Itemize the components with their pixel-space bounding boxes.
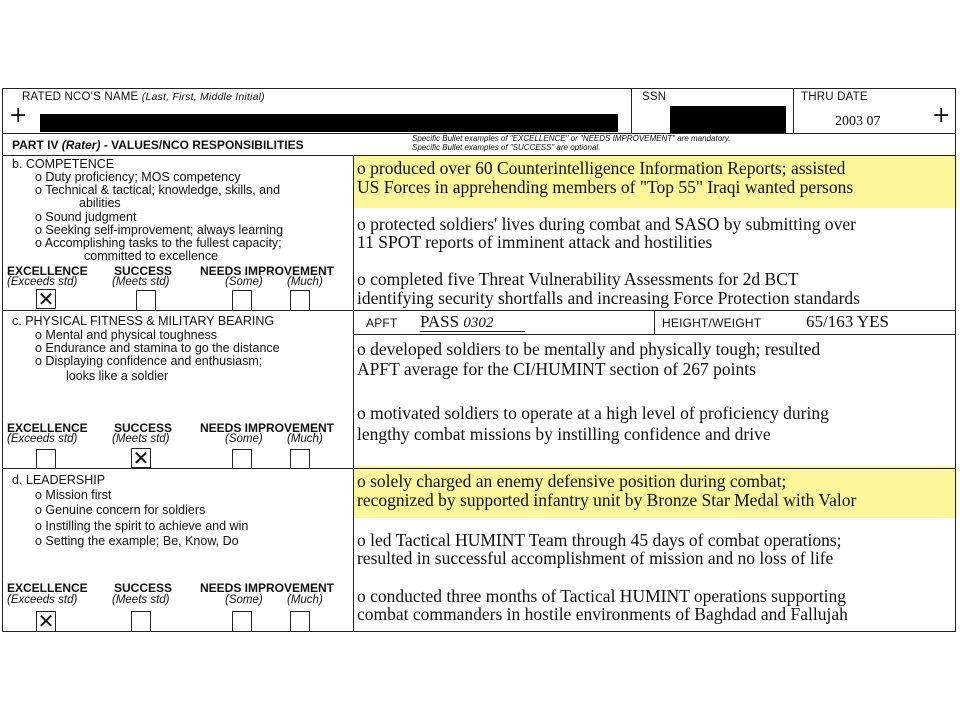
- redacted-ssn-field: [670, 106, 786, 133]
- thru-date-value: 2003 07: [835, 114, 881, 129]
- leadership-much-sub: (Much): [287, 594, 323, 606]
- competence-bullet-line: 11 SPOT reports of imminent attack and hostilities: [357, 232, 713, 252]
- thru-date-label: THRU DATE: [801, 91, 868, 103]
- divider-name-ssn: [631, 88, 632, 133]
- leadership-title: d. LEADERSHIP: [12, 473, 106, 487]
- competence-success-checkbox[interactable]: [136, 290, 156, 310]
- rated-nco-name-label: RATED NCO'S NAME (Last, First, Middle Initial): [22, 91, 265, 103]
- competence-item: o Duty proficiency; MOS competency: [35, 170, 241, 184]
- leadership-much-checkbox[interactable]: [290, 611, 310, 632]
- competence-item: committed to excellence: [84, 249, 219, 263]
- fitness-item: looks like a soldier: [66, 369, 169, 383]
- competence-some-checkbox[interactable]: [232, 290, 252, 310]
- competence-needs-label: NEEDS IMPROVEMENT: [200, 264, 335, 278]
- part-iv-title: PART IV (Rater) - VALUES/NCO RESPONSIBILITIES: [12, 138, 304, 152]
- leadership-bullet-line: o solely charged an enemy defensive position during combat;: [357, 471, 787, 491]
- leadership-needs-label: NEEDS IMPROVEMENT: [200, 581, 335, 595]
- competence-some-sub: (Some): [225, 276, 263, 288]
- main-column-divider: [353, 155, 354, 632]
- leadership-some-sub: (Some): [225, 594, 263, 606]
- leadership-bullet-line: combat commanders in hostile environments of Baghdad and Fallujah: [357, 604, 848, 624]
- leadership-bullet-line: o led Tactical HUMINT Team through 45 days of combat operations;: [357, 530, 842, 550]
- fitness-bullet-line: o motivated soldiers to operate at a high level of proficiency during: [357, 403, 829, 423]
- fitness-bullet-line: lengthy combat missions by instilling confidence and drive: [357, 424, 771, 444]
- competence-item: o Seeking self-improvement; always learning: [35, 223, 284, 237]
- fitness-success-label: SUCCESS: [114, 421, 173, 435]
- leadership-item: o Mission first: [35, 488, 112, 502]
- leadership-item: o Setting the example; Be, Know, Do: [35, 534, 239, 548]
- fitness-bottom-rule: [2, 468, 956, 469]
- plus-icon-left: +: [9, 103, 28, 128]
- competence-success-label: SUCCESS: [114, 264, 173, 278]
- competence-bottom-rule: [2, 310, 956, 311]
- fitness-success-checkbox[interactable]: ✕: [132, 446, 150, 470]
- apft-label: APFT: [366, 316, 398, 330]
- competence-item: o Accomplishing tasks to the fullest capacity;: [35, 236, 282, 250]
- apft-underline: [420, 331, 525, 332]
- ssn-label: SSN: [642, 91, 667, 103]
- competence-bullet-line: o completed five Threat Vulnerability Assessments for 2d BCT: [357, 269, 799, 289]
- fitness-bullet-line: APFT average for the CI/HUMINT section of 267 points: [357, 359, 756, 379]
- height-weight-value: 65/163 YES: [806, 312, 889, 331]
- fitness-much-sub: (Much): [287, 433, 323, 445]
- fitness-item: o Endurance and stamina to go the distance: [35, 341, 280, 355]
- fitness-some-checkbox[interactable]: [232, 449, 252, 469]
- competence-item: abilities: [79, 196, 121, 210]
- fitness-item: o Mental and physical toughness: [35, 328, 218, 342]
- part-iv-note-optional: Specific Bullet examples of "SUCCESS" are optional.: [412, 143, 601, 152]
- competence-excellence-sub: (Exceeds std): [7, 276, 78, 288]
- fitness-needs-label: NEEDS IMPROVEMENT: [200, 421, 335, 435]
- competence-item: o Sound judgment: [35, 210, 137, 224]
- competence-bullet-line: o produced over 60 Counterintelligence Information Reports; assisted: [357, 158, 846, 178]
- competence-bullet-line: US Forces in apprehending members of "Top 55" Iraqi wanted persons: [357, 177, 854, 197]
- part-iv-note-mandatory: Specific Bullet examples of "EXCELLENCE" or "NEEDS IMPROVEMENT" are mandatory.: [412, 134, 731, 143]
- fitness-item: o Displaying confidence and enthusiasm;: [35, 354, 263, 368]
- competence-much-sub: (Much): [287, 276, 323, 288]
- competence-bullet-line: o protected soldiers' lives during combat and SASO by submitting over: [357, 214, 856, 234]
- part-title-bottom-rule: [2, 155, 956, 156]
- leadership-excellence-label: EXCELLENCE: [7, 581, 88, 595]
- fitness-much-checkbox[interactable]: [290, 449, 310, 469]
- plus-icon-right: +: [932, 103, 951, 128]
- apft-row-bottom-rule: [353, 334, 956, 335]
- leadership-success-checkbox[interactable]: [131, 611, 151, 632]
- competence-excellence-label: EXCELLENCE: [7, 264, 88, 278]
- leadership-success-label: SUCCESS: [114, 581, 173, 595]
- apft-value: PASS 0302: [420, 312, 494, 331]
- leadership-excellence-checkbox[interactable]: ✕: [37, 609, 55, 633]
- competence-bullet-line: identifying security shortfalls and increasing Force Protection standards: [357, 288, 860, 308]
- competence-much-checkbox[interactable]: [290, 290, 310, 310]
- fitness-some-sub: (Some): [225, 433, 263, 445]
- leadership-bullet-line: recognized by supported infantry unit by Bronze Star Medal with Valor: [357, 490, 857, 510]
- competence-title: b. COMPETENCE: [12, 157, 115, 171]
- leadership-bullet-line: o conducted three months of Tactical HUMINT operations supporting: [357, 586, 846, 606]
- competence-excellence-checkbox[interactable]: ✕: [37, 287, 55, 311]
- fitness-success-sub: (Meets std): [112, 433, 170, 445]
- divider-ssn-thru: [793, 88, 794, 133]
- leadership-success-sub: (Meets std): [112, 594, 170, 606]
- leadership-excellence-sub: (Exceeds std): [7, 594, 78, 606]
- leadership-item: o Genuine concern for soldiers: [35, 503, 206, 517]
- height-weight-label: HEIGHT/WEIGHT: [662, 316, 762, 330]
- fitness-excellence-label: EXCELLENCE: [7, 421, 88, 435]
- redacted-name-field: [40, 114, 618, 132]
- fitness-excellence-sub: (Exceeds std): [7, 433, 78, 445]
- leadership-bullet-line: resulted in successful accomplishment of mission and no loss of life: [357, 548, 834, 568]
- leadership-some-checkbox[interactable]: [232, 611, 252, 632]
- fitness-excellence-checkbox[interactable]: [36, 449, 56, 469]
- competence-success-sub: (Meets std): [112, 276, 170, 288]
- leadership-item: o Instilling the spirit to achieve and win: [35, 519, 249, 533]
- apft-height-divider: [654, 310, 655, 334]
- competence-item: o Technical & tactical; knowledge, skills, and: [35, 183, 281, 197]
- fitness-title: c. PHYSICAL FITNESS & MILITARY BEARING: [12, 314, 275, 328]
- fitness-bullet-line: o developed soldiers to be mentally and physically tough; resulted: [357, 339, 821, 359]
